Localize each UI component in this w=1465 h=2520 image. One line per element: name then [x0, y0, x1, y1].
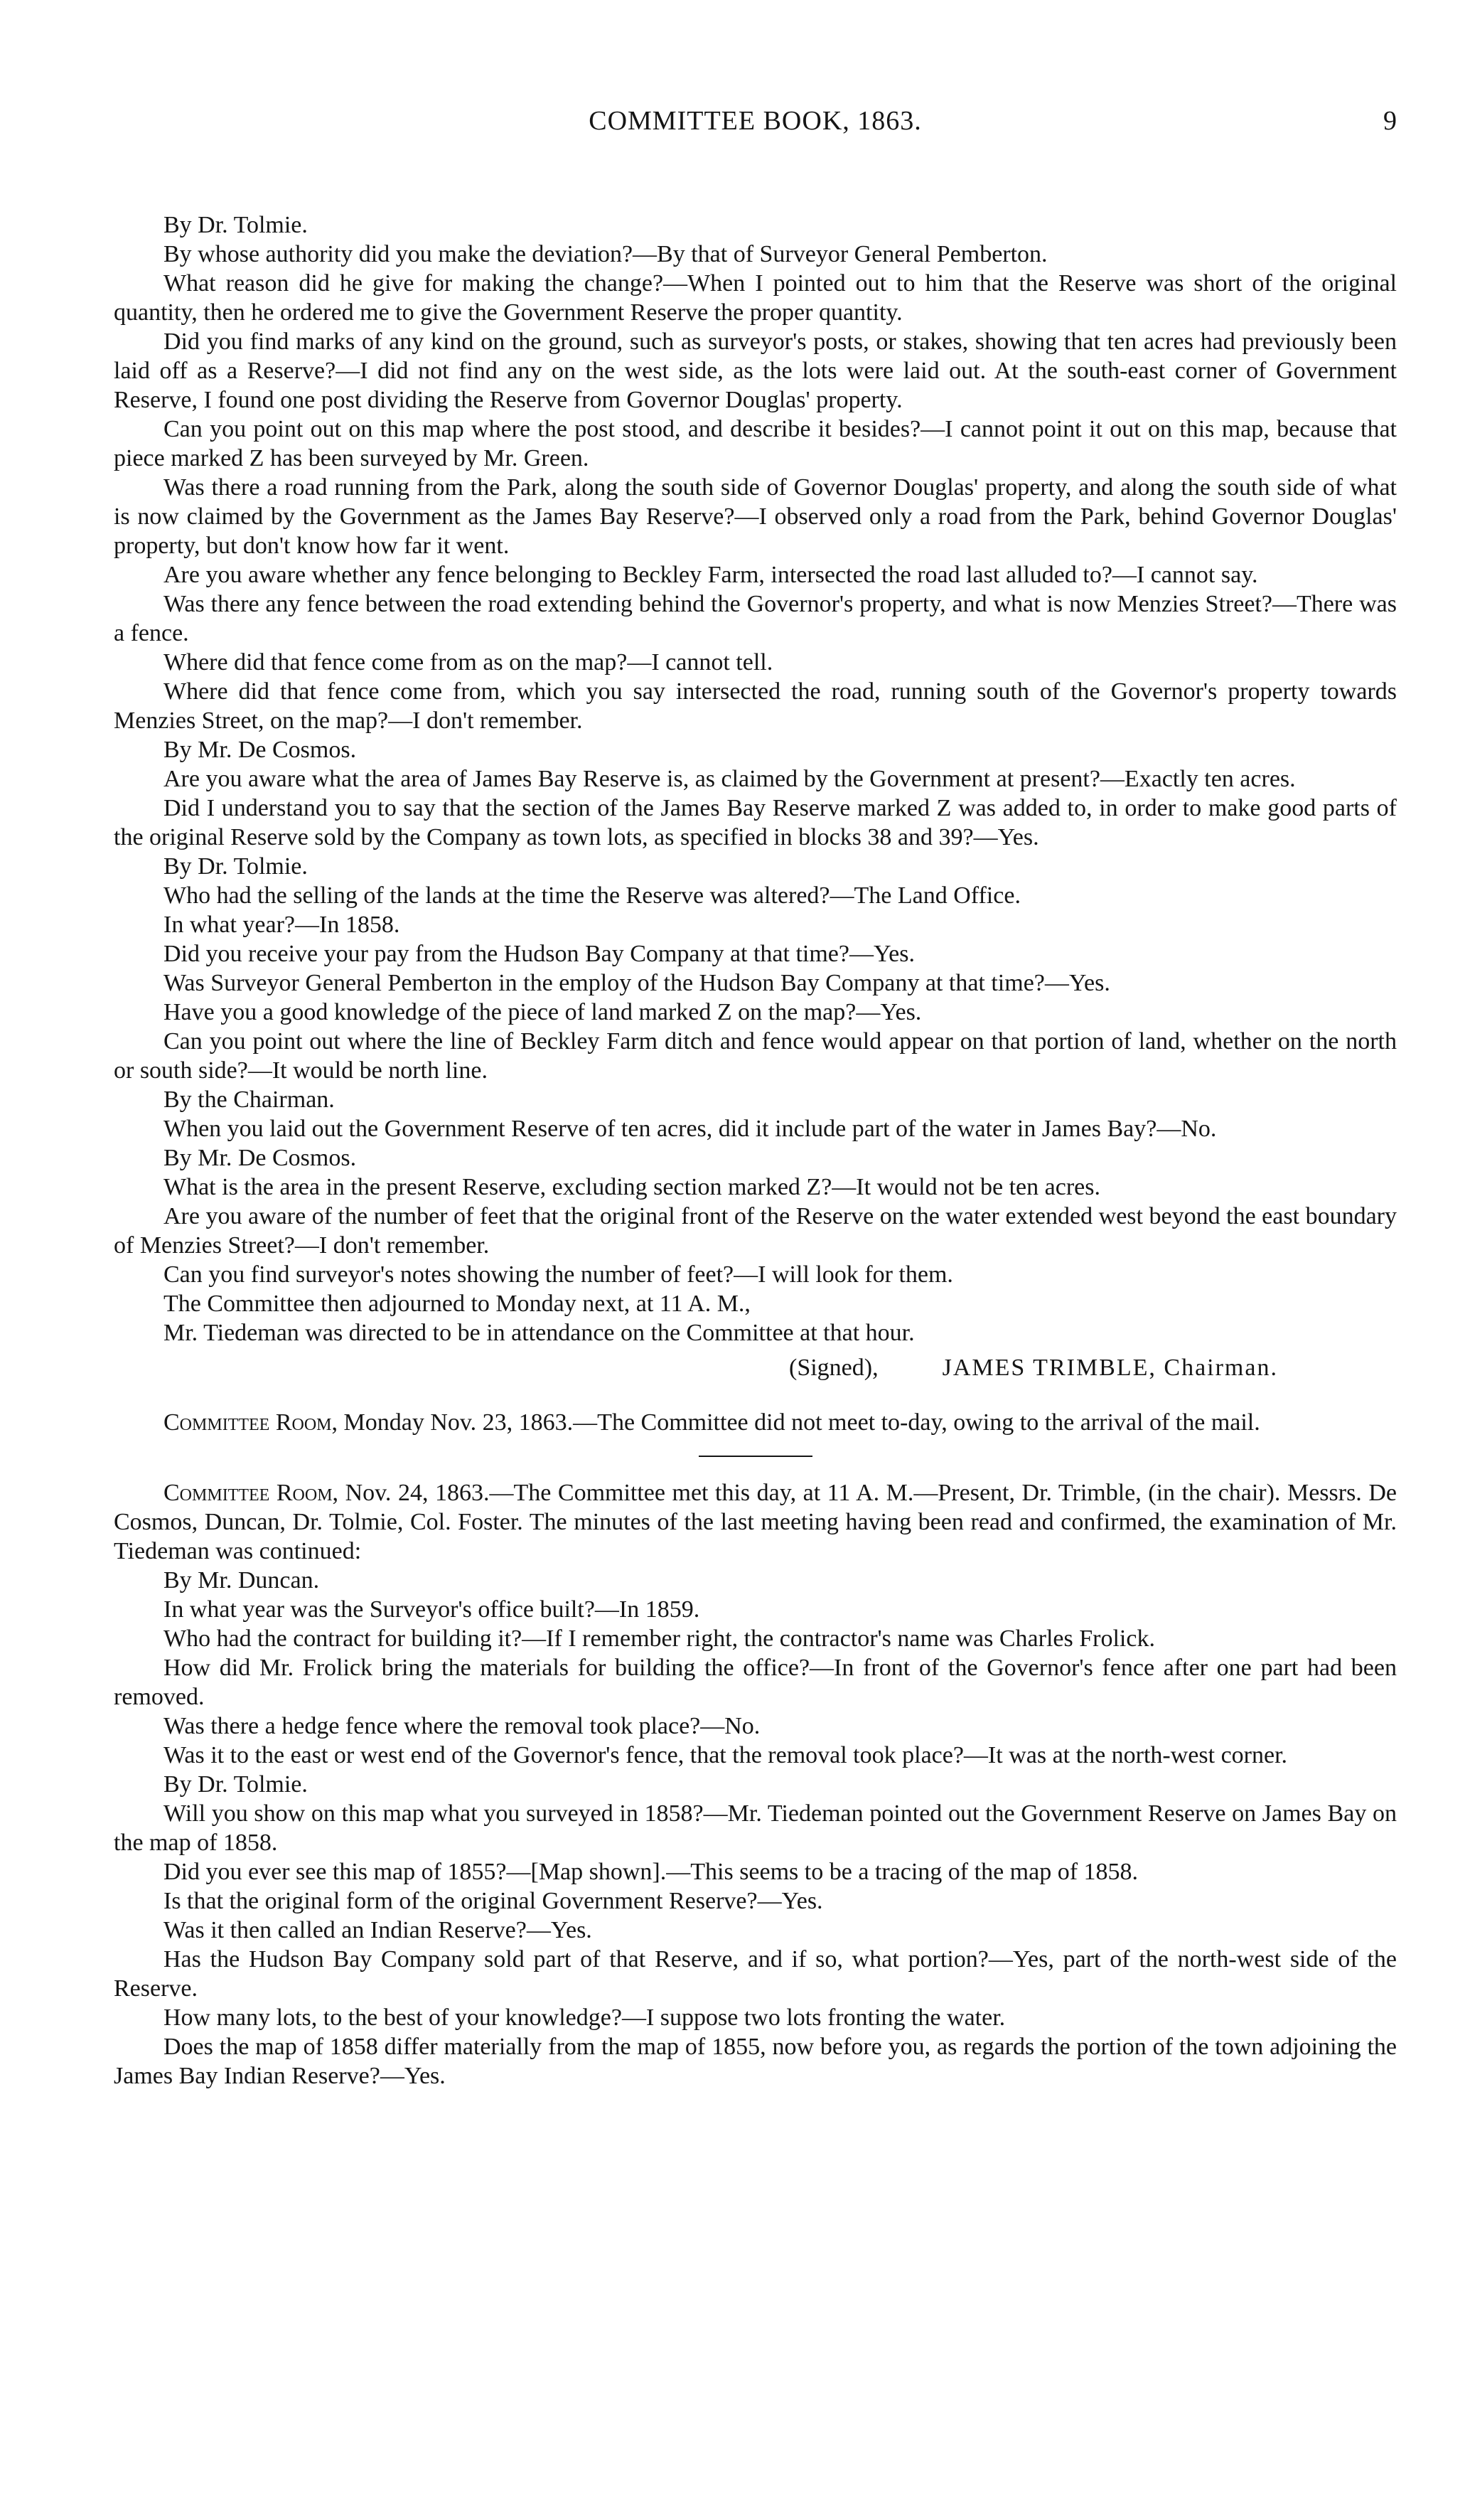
testimony-paragraph: Did I understand you to say that the section of the James Bay Reserve marked Z was added to, in order to make good parts of the original Reserve sold by the Company as town lots, as specified in blocks 38 and 39?—Yes.: [114, 795, 1397, 850]
testimony-section-2: [114, 1566, 1397, 2091]
testimony-paragraph: What reason did he give for making the change?—When I pointed out to him that the Reserve was short of the original quantity, then he ordered me to give the Government Reserve the proper quantity.: [114, 270, 1397, 326]
testimony-paragraph: In what year was the Surveyor's office built?—In 1859.: [163, 1596, 700, 1623]
signed-label: (Signed),: [789, 1355, 879, 1381]
page-body: [114, 210, 1397, 2091]
signature-line: [114, 1353, 1397, 1382]
testimony-paragraph: Are you aware what the area of James Bay Reserve is, as claimed by the Government at present?—Exactly ten acres.: [163, 766, 1296, 792]
testimony-paragraph: Has the Hudson Bay Company sold part of that Reserve, and if so, what portion?—Yes, part of the north-west side of the Reserve.: [114, 1946, 1397, 2002]
testimony-paragraph: Who had the selling of the lands at the time the Reserve was altered?—The Land Office.: [163, 882, 1021, 909]
testimony-paragraph: Is that the original form of the original Government Reserve?—Yes.: [163, 1888, 823, 1914]
committee-note-text: Monday Nov. 23, 1863.—The Committee did not meet to-day, owing to the arrival of the mail.: [338, 1409, 1260, 1436]
testimony-paragraph: When you laid out the Government Reserve of ten acres, did it include part of the water in James Bay?—No.: [163, 1116, 1217, 1142]
examiner-heading: By Mr. De Cosmos.: [163, 737, 357, 763]
testimony-paragraph: Was there any fence between the road extending behind the Governor's property, and what is now Menzies Street?—There was a fence.: [114, 591, 1397, 646]
examiner-heading: By Mr. Duncan.: [163, 1567, 320, 1593]
testimony-paragraph: What is the area in the present Reserve, excluding section marked Z?—It would not be ten acres.: [163, 1174, 1100, 1200]
testimony-section-1: [114, 210, 1397, 1347]
section-divider: [699, 1456, 812, 1457]
committee-minutes-nov-24: [114, 1478, 1397, 1566]
testimony-paragraph: In what year?—In 1858.: [163, 912, 400, 938]
running-title: COMMITTEE BOOK, 1863.: [589, 106, 922, 136]
testimony-paragraph: Was it to the east or west end of the Governor's fence, that the removal took place?—It was at the north-west corner.: [163, 1742, 1288, 1768]
examiner-heading: By Dr. Tolmie.: [163, 1771, 308, 1798]
examiner-heading: By the Chairman.: [163, 1087, 335, 1113]
testimony-paragraph: Was there a road running from the Park, along the south side of Governor Douglas' property, and along the south side of what is now claimed by the Government as the James Bay Reserve?—I observed only a road from the Park, behind Governor Douglas' property, but don't know how far it went.: [114, 474, 1397, 559]
testimony-paragraph: Can you point out where the line of Beckley Farm ditch and fence would appear on that portion of land, whether on the north or south side?—It would be north line.: [114, 1028, 1397, 1084]
testimony-paragraph: Mr. Tiedeman was directed to be in attendance on the Committee at that hour.: [163, 1320, 915, 1346]
testimony-paragraph: Will you show on this map what you surveyed in 1858?—Mr. Tiedeman pointed out the Government Reserve on James Bay on the map of 1858.: [114, 1800, 1397, 1856]
testimony-paragraph: Did you receive your pay from the Hudson Bay Company at that time?—Yes.: [163, 941, 915, 967]
committee-room-label: Committee Room,: [163, 1480, 339, 1506]
testimony-paragraph: Can you find surveyor's notes showing the number of feet?—I will look for them.: [163, 1261, 953, 1288]
testimony-paragraph: Was Surveyor General Pemberton in the employ of the Hudson Bay Company at that time?—Yes.: [163, 970, 1110, 996]
page-number: 9: [1383, 106, 1397, 136]
testimony-paragraph: By whose authority did you make the deviation?—By that of Surveyor General Pemberton.: [163, 241, 1048, 267]
testimony-paragraph: The Committee then adjourned to Monday next, at 11 A. M.,: [163, 1291, 751, 1317]
testimony-paragraph: Did you find marks of any kind on the ground, such as surveyor's posts, or stakes, showing that ten acres had previously been laid off as a Reserve?—I did not find any on the west side, as the lots were laid out. At the south-east corner of Government Reserve, I found one post dividing the Reserve from Governor Douglas' property.: [114, 329, 1397, 413]
testimony-paragraph: Who had the contract for building it?—If I remember right, the contractor's name was Charles Frolick.: [163, 1625, 1155, 1652]
testimony-paragraph: Are you aware whether any fence belonging to Beckley Farm, intersected the road last alluded to?—I cannot say.: [163, 562, 1258, 588]
testimony-paragraph: Are you aware of the number of feet that the original front of the Reserve on the water extended west beyond the east boundary of Menzies Street?—I don't remember.: [114, 1203, 1397, 1259]
testimony-paragraph: How many lots, to the best of your knowledge?—I suppose two lots fronting the water.: [163, 2004, 1006, 2031]
testimony-paragraph: Did you ever see this map of 1855?—[Map shown].—This seems to be a tracing of the map of 1858.: [163, 1859, 1139, 1885]
chairman-signature: JAMES TRIMBLE, Chairman.: [942, 1355, 1278, 1381]
testimony-paragraph: Where did that fence come from, which you say intersected the road, running south of the Governor's property towards Menzies Street, on the map?—I don't remember.: [114, 678, 1397, 734]
testimony-paragraph: Was there a hedge fence where the removal took place?—No.: [163, 1713, 761, 1739]
page-header: [114, 105, 1397, 148]
testimony-paragraph: Where did that fence come from as on the map?—I cannot tell.: [163, 649, 773, 676]
examiner-heading: By Dr. Tolmie.: [163, 853, 308, 880]
testimony-paragraph: Was it then called an Indian Reserve?—Yes.: [163, 1917, 592, 1943]
testimony-paragraph: Have you a good knowledge of the piece of land marked Z on the map?—Yes.: [163, 999, 922, 1025]
examiner-heading: By Mr. De Cosmos.: [163, 1145, 357, 1171]
committee-minutes-text: Nov. 24, 1863.—The Committee met this day, at 11 A. M.—Present, Dr. Trimble, (in the chair). Messrs. De Cosmos, Duncan, Dr. Tolmie, Col. Foster. The minutes of the last meeting having been read and confirmed, the examination of Mr. Tiedeman was continued:: [114, 1480, 1397, 1564]
testimony-paragraph: Can you point out on this map where the post stood, and describe it besides?—I cannot point it out on this map, because that piece marked Z has been surveyed by Mr. Green.: [114, 416, 1397, 471]
committee-room-label: Committee Room,: [163, 1409, 338, 1436]
testimony-paragraph: Does the map of 1858 differ materially from the map of 1855, now before you, as regards the portion of the town adjoining the James Bay Indian Reserve?—Yes.: [114, 2034, 1397, 2089]
testimony-paragraph: How did Mr. Frolick bring the materials for building the office?—In front of the Governor's fence after one part had been removed.: [114, 1655, 1397, 1710]
committee-note-nov-23: [114, 1408, 1397, 1437]
examiner-heading: By Dr. Tolmie.: [163, 212, 308, 238]
